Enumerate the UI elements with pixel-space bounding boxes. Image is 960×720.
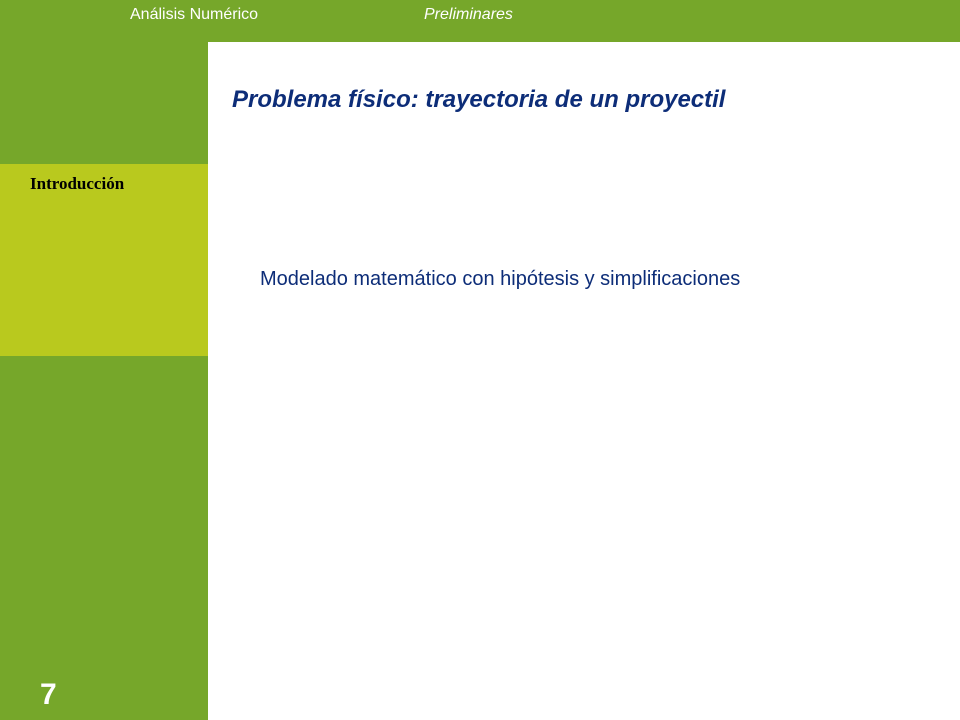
- header-bar: [208, 0, 960, 42]
- page-number: 7: [40, 678, 57, 711]
- bullet: Modelado matemático con hipótesis y simplificaciones: [260, 268, 741, 290]
- nav-item[interactable]: Introducción: [30, 174, 125, 193]
- title: Problema físico: trayectoria de un proyectil: [232, 86, 726, 113]
- sidebar: [0, 0, 208, 720]
- section: Preliminares: [424, 6, 513, 23]
- nav: [0, 164, 208, 356]
- course: Análisis Numérico: [130, 6, 259, 23]
